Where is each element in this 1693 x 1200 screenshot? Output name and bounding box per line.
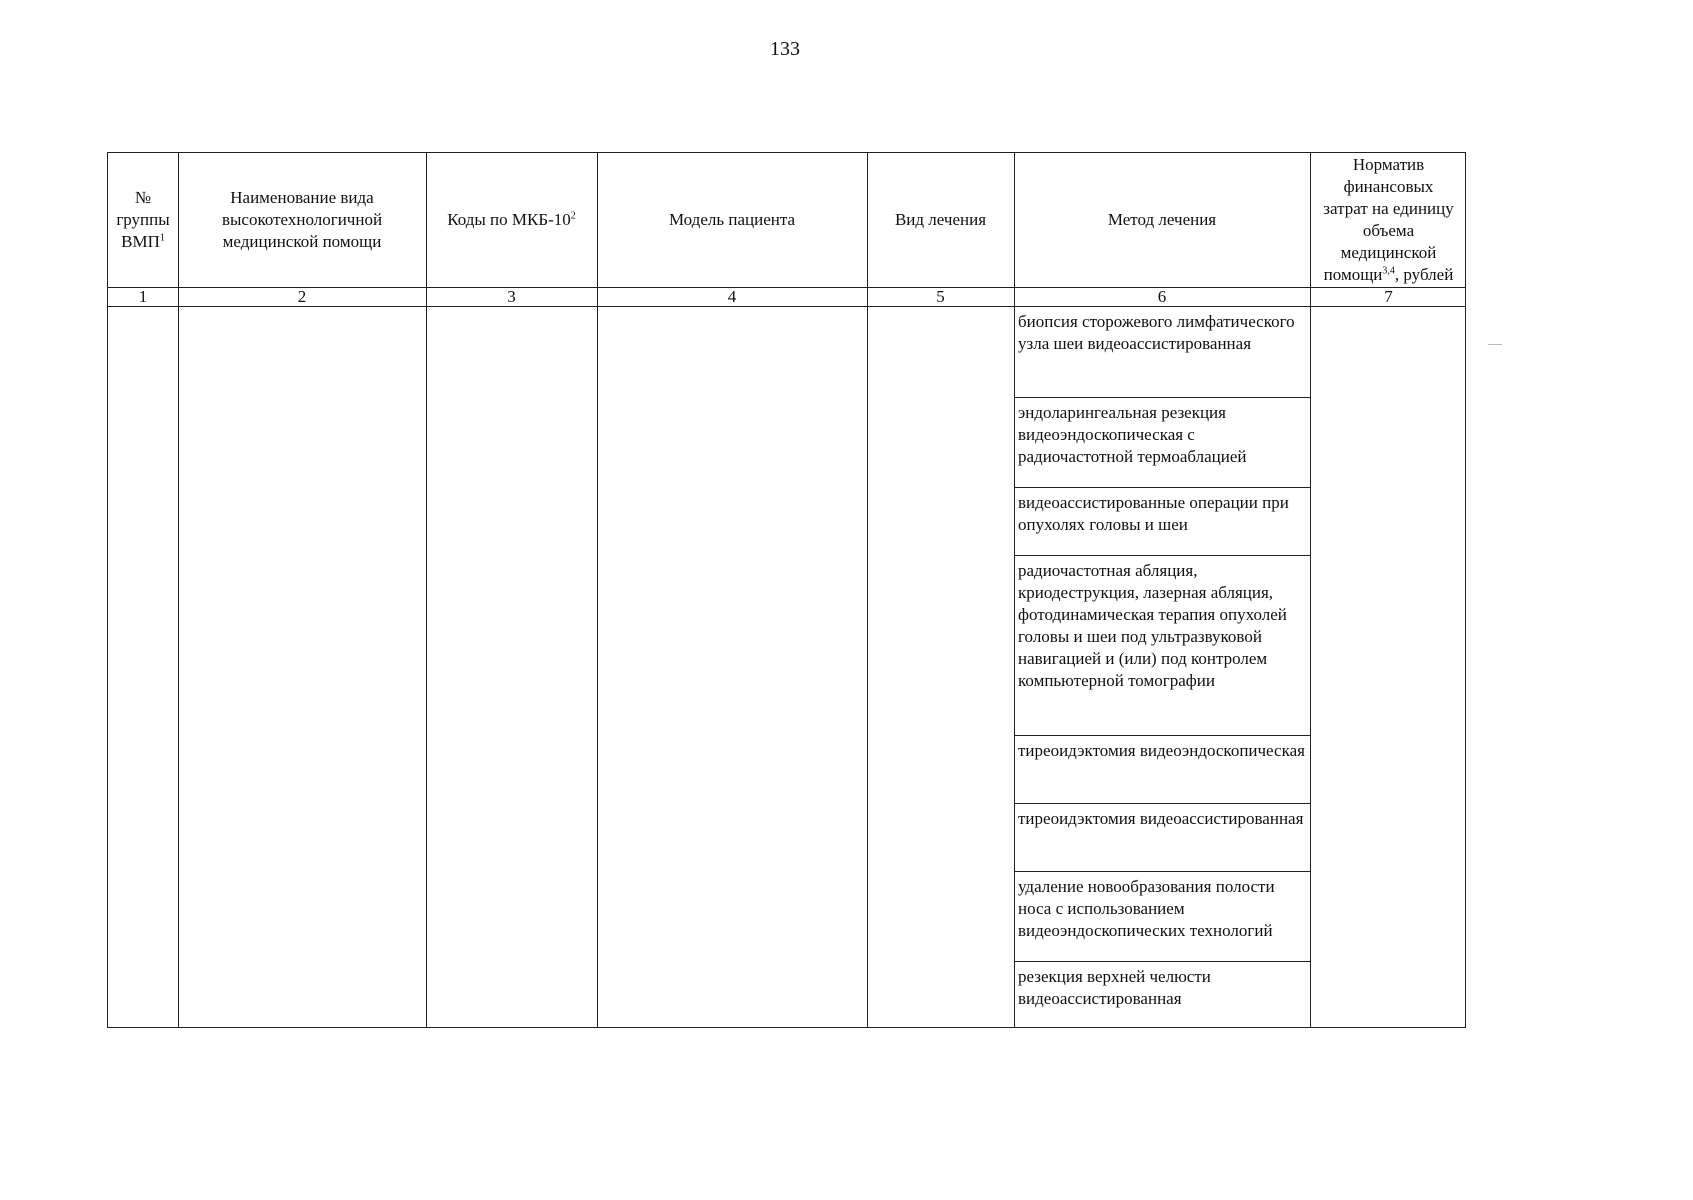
column-number: 3: [507, 287, 516, 306]
services-table: [107, 152, 1466, 1028]
method-cell: тиреоидэктомия видеоэндоскопическая: [1018, 741, 1305, 760]
method-cell: радиочастотная абляция, криодеструкция, лазерная абляция, фотодинамическая терапия опухолей головы и шеи под ультразвуковой навигацией и (или) под контролем компьютерной томографии: [1018, 561, 1287, 690]
method-cell: эндоларингеальная резекция видеоэндоскопическая с радиочастотной термоаблацией: [1018, 403, 1247, 466]
header-financial-norm: Норматив финансовых затрат на единицу объема медицинской помощи$^{3,4}$, рублей: [1323, 155, 1454, 284]
column-number: 4: [727, 287, 737, 306]
method-cell: резекция верхней челюсти видеоассистированная: [1018, 967, 1211, 1008]
method-cell: тиреоидэктомия видеоассистированная: [1018, 809, 1304, 828]
column-number: 7: [1384, 287, 1393, 306]
scan-mark: [1488, 344, 1502, 345]
header-patient-model: Модель пациента: [668, 210, 796, 229]
page-number: 133: [770, 38, 800, 60]
header-icd-codes: Коды по МКБ-$10^2$: [447, 210, 576, 229]
header-care-type: Наименование вида высокотехнологичной медицинской помощи: [221, 188, 383, 251]
header-treatment-type: Вид лечения: [894, 210, 987, 229]
method-cell: видеоассистированные операции при опухолях головы и шеи: [1018, 493, 1289, 534]
column-number: 6: [1157, 287, 1167, 306]
header-treatment-method: Метод лечения: [1107, 210, 1217, 229]
method-cell: удаление новообразования полости носа с использованием видеоэндоскопических технологий: [1018, 877, 1275, 940]
column-number: 1: [138, 287, 148, 306]
method-cell: биопсия сторожевого лимфатического узла шеи видеоассистированная: [1018, 312, 1295, 353]
header-group-number: № группы ВМП$^1$: [116, 188, 170, 251]
column-number: 2: [297, 287, 307, 306]
column-number: 5: [936, 287, 945, 306]
